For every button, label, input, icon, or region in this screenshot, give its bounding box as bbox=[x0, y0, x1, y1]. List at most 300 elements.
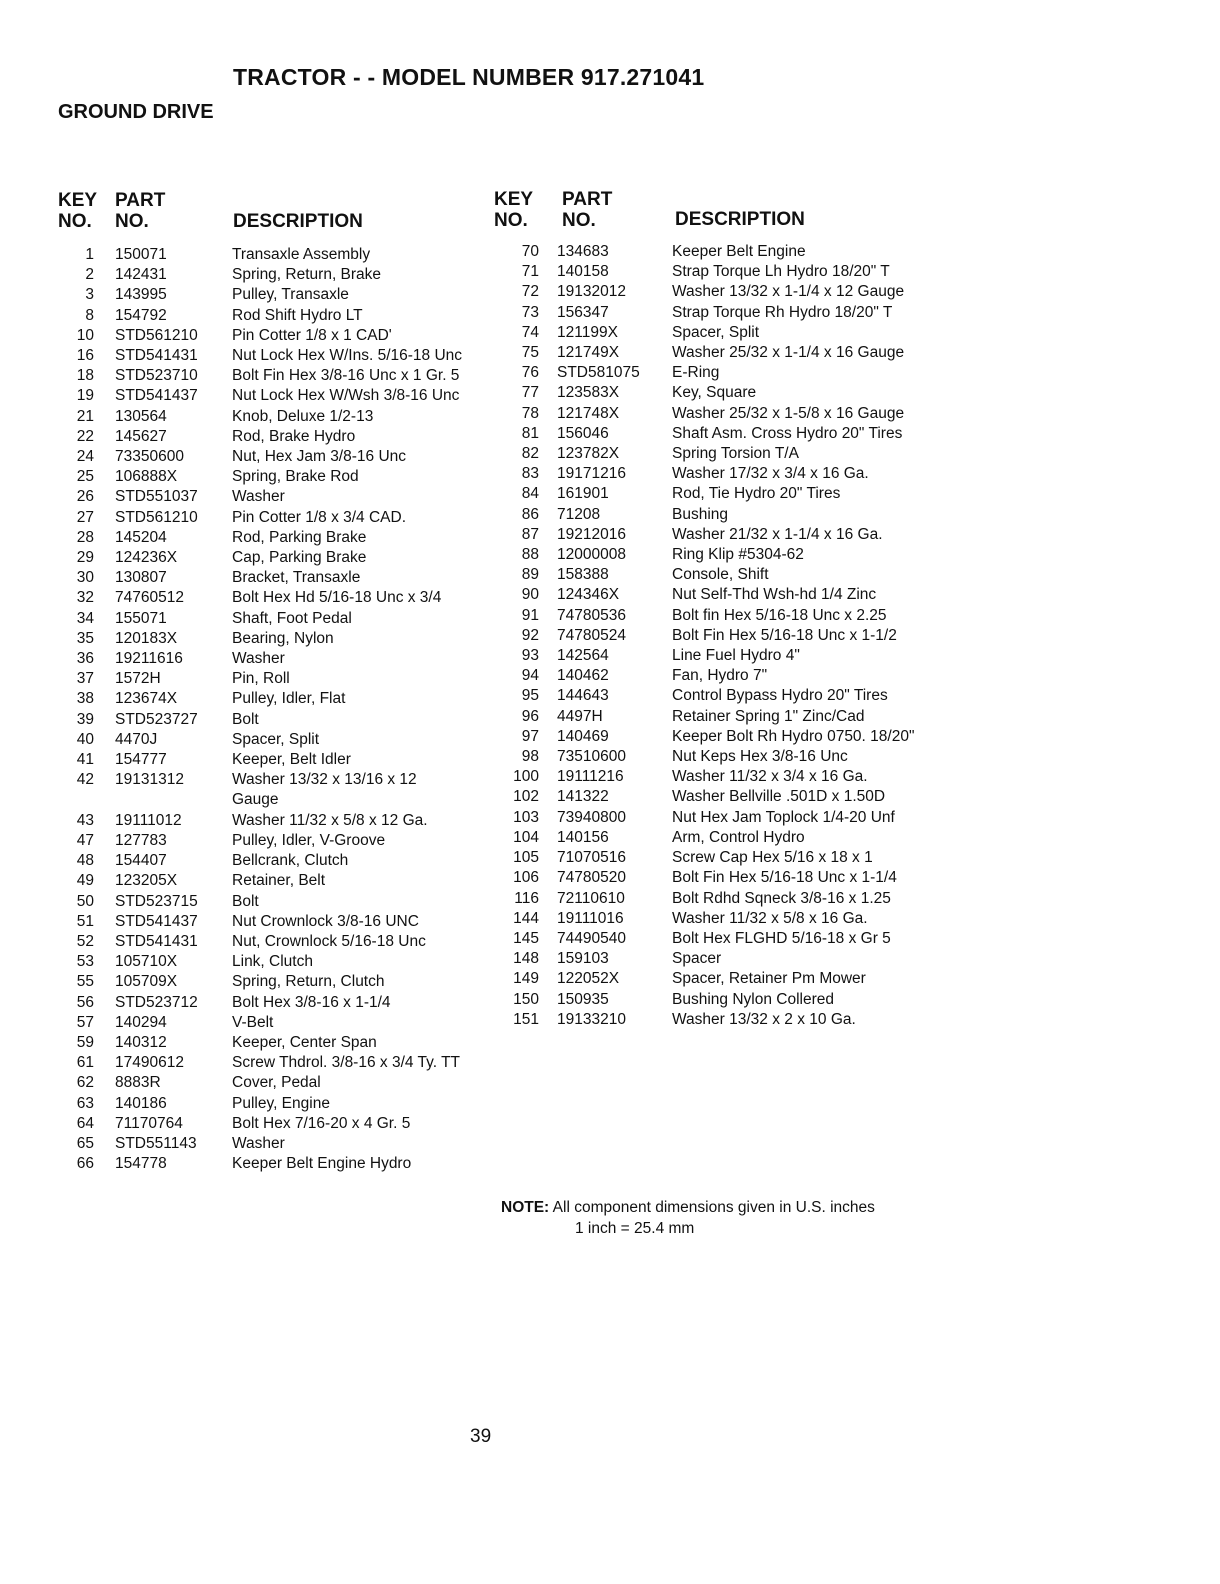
part-number: 140462 bbox=[557, 667, 609, 685]
part-description: Spring, Return, Brake bbox=[232, 266, 382, 284]
key-number: 56 bbox=[76, 993, 94, 1011]
key-number: 18 bbox=[76, 367, 94, 385]
key-number: 98 bbox=[521, 748, 539, 766]
part-row bbox=[495, 282, 917, 302]
part-description: Bolt Hex Hd 5/16-18 Unc x 3/4 bbox=[232, 589, 442, 607]
part-description: Control Bypass Hydro 20" Tires bbox=[672, 687, 888, 705]
part-number: 140186 bbox=[115, 1094, 167, 1112]
part-number: 4497H bbox=[557, 707, 603, 725]
key-number: 106 bbox=[513, 869, 539, 887]
part-row bbox=[55, 528, 464, 548]
part-description: Fan, Hydro 7" bbox=[672, 667, 768, 685]
part-row bbox=[55, 932, 464, 952]
key-number: 59 bbox=[76, 1033, 94, 1051]
part-description: Nut Crownlock 3/8-16 UNC bbox=[232, 912, 419, 930]
part-number: 71170764 bbox=[115, 1114, 183, 1132]
key-number: 48 bbox=[76, 852, 94, 870]
key-number: 95 bbox=[521, 687, 539, 705]
note-conversion: 1 inch = 25.4 mm bbox=[575, 1220, 695, 1237]
key-number: 38 bbox=[76, 690, 94, 708]
part-row bbox=[55, 952, 464, 972]
part-number: 140469 bbox=[557, 727, 609, 745]
key-number: 32 bbox=[76, 589, 94, 607]
part-row bbox=[55, 972, 464, 992]
part-description: Bearing, Nylon bbox=[232, 629, 334, 647]
key-number: 61 bbox=[76, 1054, 94, 1072]
part-number: 105709X bbox=[115, 973, 178, 991]
part-number: 159103 bbox=[557, 950, 609, 968]
part-row bbox=[495, 606, 917, 626]
part-number: 142564 bbox=[557, 647, 609, 665]
part-description: Keeper Belt Engine Hydro bbox=[232, 1155, 412, 1173]
part-description: Cover, Pedal bbox=[232, 1074, 321, 1092]
part-description: Washer 21/32 x 1-1/4 x 16 Ga. bbox=[672, 525, 883, 543]
part-row bbox=[55, 669, 464, 689]
part-row bbox=[495, 363, 917, 383]
part-row bbox=[55, 265, 464, 285]
part-description: Bolt Rdhd Sqneck 3/8-16 x 1.25 bbox=[672, 889, 891, 907]
part-number: 19111016 bbox=[557, 909, 624, 927]
part-row bbox=[495, 505, 917, 525]
part-number: 123205X bbox=[115, 872, 178, 890]
part-row bbox=[495, 949, 917, 969]
part-row bbox=[55, 1094, 464, 1114]
part-number: STD561210 bbox=[115, 508, 198, 526]
key-number: 27 bbox=[76, 508, 94, 526]
part-row bbox=[55, 407, 464, 427]
part-description: Washer 13/32 x 13/16 x 12 Gauge bbox=[232, 771, 417, 809]
note-label: NOTE: bbox=[501, 1199, 550, 1216]
part-description: Rod, Tie Hydro 20" Tires bbox=[672, 485, 841, 503]
part-description: Knob, Deluxe 1/2-13 bbox=[232, 407, 374, 425]
key-number: 73 bbox=[521, 303, 539, 321]
part-number: 19133210 bbox=[557, 1010, 626, 1028]
key-number: 116 bbox=[514, 889, 539, 907]
part-description: Nut Lock Hex W/Wsh 3/8-16 Unc bbox=[232, 387, 460, 405]
part-row bbox=[55, 993, 464, 1013]
part-description: Screw Cap Hex 5/16 x 18 x 1 bbox=[672, 849, 873, 867]
part-row bbox=[495, 1010, 917, 1030]
part-number: 120183X bbox=[115, 629, 178, 647]
key-number: 49 bbox=[76, 872, 94, 890]
key-number: 53 bbox=[76, 953, 94, 971]
key-number: 66 bbox=[76, 1155, 94, 1173]
part-description: Pin Cotter 1/8 x 1 CAD' bbox=[232, 326, 392, 344]
part-number: 4470J bbox=[115, 730, 158, 748]
part-row bbox=[55, 770, 464, 810]
part-row bbox=[55, 487, 464, 507]
part-row bbox=[55, 245, 464, 265]
part-number: 130564 bbox=[115, 407, 167, 425]
key-number: 10 bbox=[76, 326, 94, 344]
part-row bbox=[495, 929, 917, 949]
part-number: 140294 bbox=[115, 1013, 167, 1031]
part-description: Bolt Fin Hex 5/16-18 Unc x 1-1/4 bbox=[672, 869, 897, 887]
part-description: Bolt Hex 3/8-16 x 1-1/4 bbox=[232, 993, 391, 1011]
key-number: 77 bbox=[521, 384, 539, 402]
part-description: Bolt Hex 7/16-20 x 4 Gr. 5 bbox=[232, 1114, 411, 1132]
part-description: Cap, Parking Brake bbox=[232, 549, 367, 567]
key-number: 74 bbox=[521, 323, 539, 341]
part-description: V-Belt bbox=[232, 1013, 274, 1031]
part-row bbox=[55, 588, 464, 608]
key-number: 75 bbox=[521, 344, 539, 362]
part-number: STD541431 bbox=[115, 932, 198, 950]
key-number: 145 bbox=[513, 929, 539, 947]
part-number: 74760512 bbox=[115, 589, 184, 607]
part-number: 71070516 bbox=[557, 849, 626, 867]
part-number: STD541437 bbox=[115, 387, 198, 405]
part-number: 156347 bbox=[557, 303, 609, 321]
description-header-right: DESCRIPTION bbox=[675, 209, 805, 230]
part-number: 154778 bbox=[115, 1155, 167, 1173]
key-number: 149 bbox=[513, 970, 539, 988]
part-row bbox=[495, 666, 917, 686]
part-number: 150071 bbox=[115, 246, 167, 263]
part-row bbox=[55, 366, 464, 386]
part-description: Strap Torque Rh Hydro 18/20" T bbox=[672, 303, 893, 321]
part-description: Bushing bbox=[672, 505, 729, 523]
part-row bbox=[55, 386, 464, 406]
part-number: 121748X bbox=[557, 404, 620, 422]
part-row bbox=[55, 851, 464, 871]
key-number: 26 bbox=[76, 488, 94, 506]
part-number: 73350600 bbox=[115, 448, 184, 466]
part-description: Link, Clutch bbox=[232, 953, 313, 971]
part-description: Pin Cotter 1/8 x 3/4 CAD. bbox=[232, 508, 407, 526]
part-description: Washer 17/32 x 3/4 x 16 Ga. bbox=[672, 465, 869, 483]
key-number: 42 bbox=[76, 771, 94, 789]
part-row bbox=[495, 889, 917, 909]
part-number: STD541431 bbox=[115, 347, 198, 365]
part-number: STD523712 bbox=[115, 993, 198, 1011]
part-row bbox=[495, 646, 917, 666]
part-number: 155071 bbox=[115, 609, 167, 627]
part-description: Spring, Brake Rod bbox=[232, 468, 359, 486]
key-number: 37 bbox=[76, 670, 94, 688]
part-number: 121199X bbox=[557, 323, 618, 341]
part-row bbox=[55, 689, 464, 709]
key-number: 104 bbox=[513, 828, 539, 846]
key-number: 102 bbox=[513, 788, 539, 806]
part-row bbox=[55, 831, 464, 851]
part-row bbox=[55, 467, 464, 487]
part-number: 74780536 bbox=[557, 606, 626, 624]
part-description: Screw Thdrol. 3/8-16 x 3/4 Ty. TT bbox=[232, 1054, 461, 1072]
part-description: Nut, Crownlock 5/16-18 Unc bbox=[232, 932, 426, 950]
part-number: 8883R bbox=[115, 1074, 161, 1092]
part-number: 144643 bbox=[557, 687, 609, 705]
page-title: TRACTOR - - MODEL NUMBER 917.271041 bbox=[233, 64, 705, 90]
part-row bbox=[55, 548, 464, 568]
part-number: 19171216 bbox=[557, 465, 626, 483]
key-no-header: KEY NO. bbox=[58, 190, 98, 232]
part-description: Washer 11/32 x 5/8 x 16 Ga. bbox=[672, 909, 868, 927]
part-description: Spacer, Split bbox=[232, 730, 320, 748]
key-number: 94 bbox=[521, 667, 539, 685]
part-number: 140312 bbox=[115, 1033, 167, 1051]
part-row bbox=[495, 828, 917, 848]
parts-list-right bbox=[495, 242, 917, 1030]
part-number: STD551143 bbox=[115, 1134, 197, 1152]
key-number: 93 bbox=[521, 647, 539, 665]
key-number: 35 bbox=[76, 629, 94, 647]
part-number: 127783 bbox=[115, 831, 167, 849]
part-description: Transaxle Assembly bbox=[232, 246, 371, 263]
part-description: Ring Klip #5304-62 bbox=[672, 546, 804, 564]
part-row bbox=[55, 306, 464, 326]
part-description: Bolt bbox=[232, 710, 259, 728]
part-row bbox=[55, 346, 464, 366]
key-number: 81 bbox=[521, 424, 539, 442]
key-no-header-right: KEY NO. bbox=[494, 189, 534, 231]
part-description: Keeper, Center Span bbox=[232, 1033, 377, 1051]
part-number: STD581075 bbox=[557, 364, 640, 382]
part-number: 73510600 bbox=[557, 748, 626, 766]
part-row bbox=[55, 730, 464, 750]
part-no-header: PART NO. bbox=[115, 190, 166, 232]
key-number: 29 bbox=[76, 549, 94, 567]
part-row bbox=[495, 484, 917, 504]
part-row bbox=[495, 444, 917, 464]
part-description: Washer bbox=[232, 1134, 285, 1152]
part-description: E-Ring bbox=[672, 364, 720, 382]
key-number: 25 bbox=[76, 468, 94, 486]
key-number: 82 bbox=[521, 445, 539, 463]
key-number: 19 bbox=[76, 387, 94, 405]
part-row bbox=[55, 629, 464, 649]
part-number: 12000008 bbox=[557, 546, 626, 564]
note-text: All component dimensions given in U.S. inches bbox=[552, 1199, 875, 1216]
section-title: GROUND DRIVE bbox=[58, 101, 214, 123]
part-description: Bolt fin Hex 5/16-18 Unc x 2.25 bbox=[672, 606, 887, 624]
key-number: 64 bbox=[76, 1114, 94, 1132]
key-number: 87 bbox=[521, 525, 539, 543]
part-row bbox=[495, 404, 917, 424]
dimensions-note bbox=[501, 1197, 875, 1239]
part-row bbox=[495, 242, 917, 262]
key-number: 1 bbox=[85, 246, 94, 263]
part-description: Nut Keps Hex 3/8-16 Unc bbox=[672, 748, 848, 766]
key-number: 57 bbox=[76, 1013, 94, 1031]
part-number: 124346X bbox=[557, 586, 620, 604]
key-number: 3 bbox=[85, 286, 94, 304]
key-number: 34 bbox=[76, 609, 94, 627]
part-row bbox=[495, 545, 917, 565]
part-row bbox=[55, 1033, 464, 1053]
part-number: 1572H bbox=[115, 670, 161, 688]
key-number: 92 bbox=[521, 626, 539, 644]
key-number: 43 bbox=[76, 811, 94, 829]
part-number: 19132012 bbox=[557, 283, 626, 301]
part-row bbox=[55, 871, 464, 891]
part-number: 141322 bbox=[557, 788, 609, 806]
key-number: 144 bbox=[513, 909, 539, 927]
key-number: 86 bbox=[521, 505, 539, 523]
part-row bbox=[55, 1053, 464, 1073]
key-number: 47 bbox=[76, 831, 94, 849]
key-number: 97 bbox=[521, 727, 539, 745]
part-description: Spacer, Retainer Pm Mower bbox=[672, 970, 866, 988]
part-description: Console, Shift bbox=[672, 566, 769, 584]
part-row bbox=[495, 262, 917, 282]
part-row bbox=[55, 1073, 464, 1093]
part-row bbox=[55, 649, 464, 669]
part-number: STD541437 bbox=[115, 912, 198, 930]
part-description: Washer bbox=[232, 488, 285, 506]
part-description: Keeper Bolt Rh Hydro 0750. 18/20" bbox=[672, 727, 915, 745]
part-number: 156046 bbox=[557, 424, 609, 442]
part-description: Shaft, Foot Pedal bbox=[232, 609, 352, 627]
part-description: Keeper, Belt Idler bbox=[232, 751, 351, 769]
part-number: 158388 bbox=[557, 566, 609, 584]
part-description: Pulley, Engine bbox=[232, 1094, 330, 1112]
part-row bbox=[495, 323, 917, 343]
key-number: 2 bbox=[85, 266, 94, 284]
part-row bbox=[495, 727, 917, 747]
part-number: STD551037 bbox=[115, 488, 198, 506]
part-row bbox=[495, 707, 917, 727]
part-number: 161901 bbox=[557, 485, 609, 503]
part-number: 145204 bbox=[115, 528, 167, 546]
part-number: STD523715 bbox=[115, 892, 198, 910]
part-row bbox=[495, 808, 917, 828]
part-description: Spacer, Split bbox=[672, 323, 760, 341]
part-description: Washer 13/32 x 2 x 10 Ga. bbox=[672, 1010, 856, 1028]
part-description: Retainer Spring 1" Zinc/Cad bbox=[672, 707, 865, 725]
part-row bbox=[495, 686, 917, 706]
part-description: Key, Square bbox=[672, 384, 757, 402]
part-number: 145627 bbox=[115, 427, 167, 445]
part-row bbox=[55, 750, 464, 770]
key-number: 36 bbox=[76, 650, 94, 668]
part-row bbox=[55, 811, 464, 831]
part-number: 123782X bbox=[557, 445, 620, 463]
part-number: 106888X bbox=[115, 468, 178, 486]
key-number: 50 bbox=[76, 892, 94, 910]
part-row bbox=[55, 892, 464, 912]
part-number: 143995 bbox=[115, 286, 167, 304]
part-number: 105710X bbox=[115, 953, 178, 971]
part-number: 19111012 bbox=[115, 811, 182, 829]
part-row bbox=[495, 868, 917, 888]
part-number: 19211616 bbox=[115, 650, 183, 668]
part-description: Washer 13/32 x 1-1/4 x 12 Gauge bbox=[672, 283, 905, 301]
part-row bbox=[55, 1013, 464, 1033]
part-description: Pulley, Transaxle bbox=[232, 286, 349, 304]
part-number: 140158 bbox=[557, 263, 609, 281]
parts-list-left bbox=[55, 245, 464, 1174]
part-description: Nut Hex Jam Toplock 1/4-20 Unf bbox=[672, 808, 895, 826]
part-description: Bellcrank, Clutch bbox=[232, 852, 349, 870]
part-row bbox=[495, 848, 917, 868]
part-number: 74780520 bbox=[557, 869, 626, 887]
part-description: Washer 11/32 x 3/4 x 16 Ga. bbox=[672, 768, 868, 786]
part-number: STD523710 bbox=[115, 367, 198, 385]
key-number: 24 bbox=[76, 448, 94, 466]
part-number: 154792 bbox=[115, 306, 167, 324]
key-number: 103 bbox=[513, 808, 539, 826]
part-description: Pulley, Idler, V-Groove bbox=[232, 831, 386, 849]
part-description: Spacer bbox=[672, 950, 722, 968]
key-number: 83 bbox=[521, 465, 539, 483]
part-row bbox=[495, 626, 917, 646]
key-number: 30 bbox=[76, 569, 94, 587]
part-description: Keeper Belt Engine bbox=[672, 243, 806, 260]
part-row bbox=[495, 767, 917, 787]
part-description: Retainer, Belt bbox=[232, 872, 326, 890]
part-row bbox=[495, 585, 917, 605]
key-number: 71 bbox=[521, 263, 539, 281]
part-number: 19212016 bbox=[557, 525, 626, 543]
key-number: 40 bbox=[76, 730, 94, 748]
key-number: 78 bbox=[521, 404, 539, 422]
part-row bbox=[55, 1154, 464, 1174]
part-number: 150935 bbox=[557, 990, 609, 1008]
part-number: 154407 bbox=[115, 852, 167, 870]
part-description: Pin, Roll bbox=[232, 670, 290, 688]
key-number: 148 bbox=[513, 950, 539, 968]
key-number: 150 bbox=[513, 990, 539, 1008]
key-number: 8 bbox=[85, 306, 94, 324]
part-row bbox=[495, 969, 917, 989]
part-description: Spring Torsion T/A bbox=[672, 445, 799, 463]
key-number: 21 bbox=[76, 407, 94, 425]
part-description: Nut Lock Hex W/Ins. 5/16-18 Unc bbox=[232, 347, 463, 365]
part-number: 140156 bbox=[557, 828, 609, 846]
part-description: Pulley, Idler, Flat bbox=[232, 690, 346, 708]
part-description: Rod Shift Hydro LT bbox=[232, 306, 363, 324]
part-row bbox=[495, 747, 917, 767]
part-description: Spring, Return, Clutch bbox=[232, 973, 385, 991]
part-number: 123583X bbox=[557, 384, 620, 402]
key-number: 105 bbox=[513, 849, 539, 867]
key-number: 51 bbox=[76, 912, 94, 930]
key-number: 63 bbox=[76, 1094, 94, 1112]
key-number: 55 bbox=[76, 973, 94, 991]
part-row bbox=[55, 568, 464, 588]
part-row bbox=[495, 303, 917, 323]
part-number: 121749X bbox=[557, 344, 620, 362]
part-description: Line Fuel Hydro 4" bbox=[672, 647, 800, 665]
part-number: STD523727 bbox=[115, 710, 198, 728]
key-number: 28 bbox=[76, 528, 94, 546]
part-description: Washer bbox=[232, 650, 285, 668]
part-description: Arm, Control Hydro bbox=[672, 828, 805, 846]
key-number: 96 bbox=[521, 707, 539, 725]
part-description: Nut Self-Thd Wsh-hd 1/4 Zinc bbox=[672, 586, 877, 604]
key-number: 76 bbox=[521, 364, 539, 382]
part-row bbox=[55, 1134, 464, 1154]
key-number: 62 bbox=[76, 1074, 94, 1092]
part-row bbox=[495, 525, 917, 545]
part-number: 71208 bbox=[557, 505, 601, 523]
part-number: 19111216 bbox=[557, 768, 624, 786]
part-number: 73940800 bbox=[557, 808, 626, 826]
part-row bbox=[55, 447, 464, 467]
part-description: Bushing Nylon Collered bbox=[672, 990, 834, 1008]
part-description: Washer 11/32 x 5/8 x 12 Ga. bbox=[232, 811, 428, 829]
part-row bbox=[55, 285, 464, 305]
part-row bbox=[55, 508, 464, 528]
key-number: 72 bbox=[521, 283, 539, 301]
part-row bbox=[55, 710, 464, 730]
part-number: 122052X bbox=[557, 970, 620, 988]
part-description: Bolt Fin Hex 3/8-16 Unc x 1 Gr. 5 bbox=[232, 367, 460, 385]
key-number: 39 bbox=[76, 710, 94, 728]
part-row bbox=[55, 427, 464, 447]
key-number: 16 bbox=[76, 347, 94, 365]
